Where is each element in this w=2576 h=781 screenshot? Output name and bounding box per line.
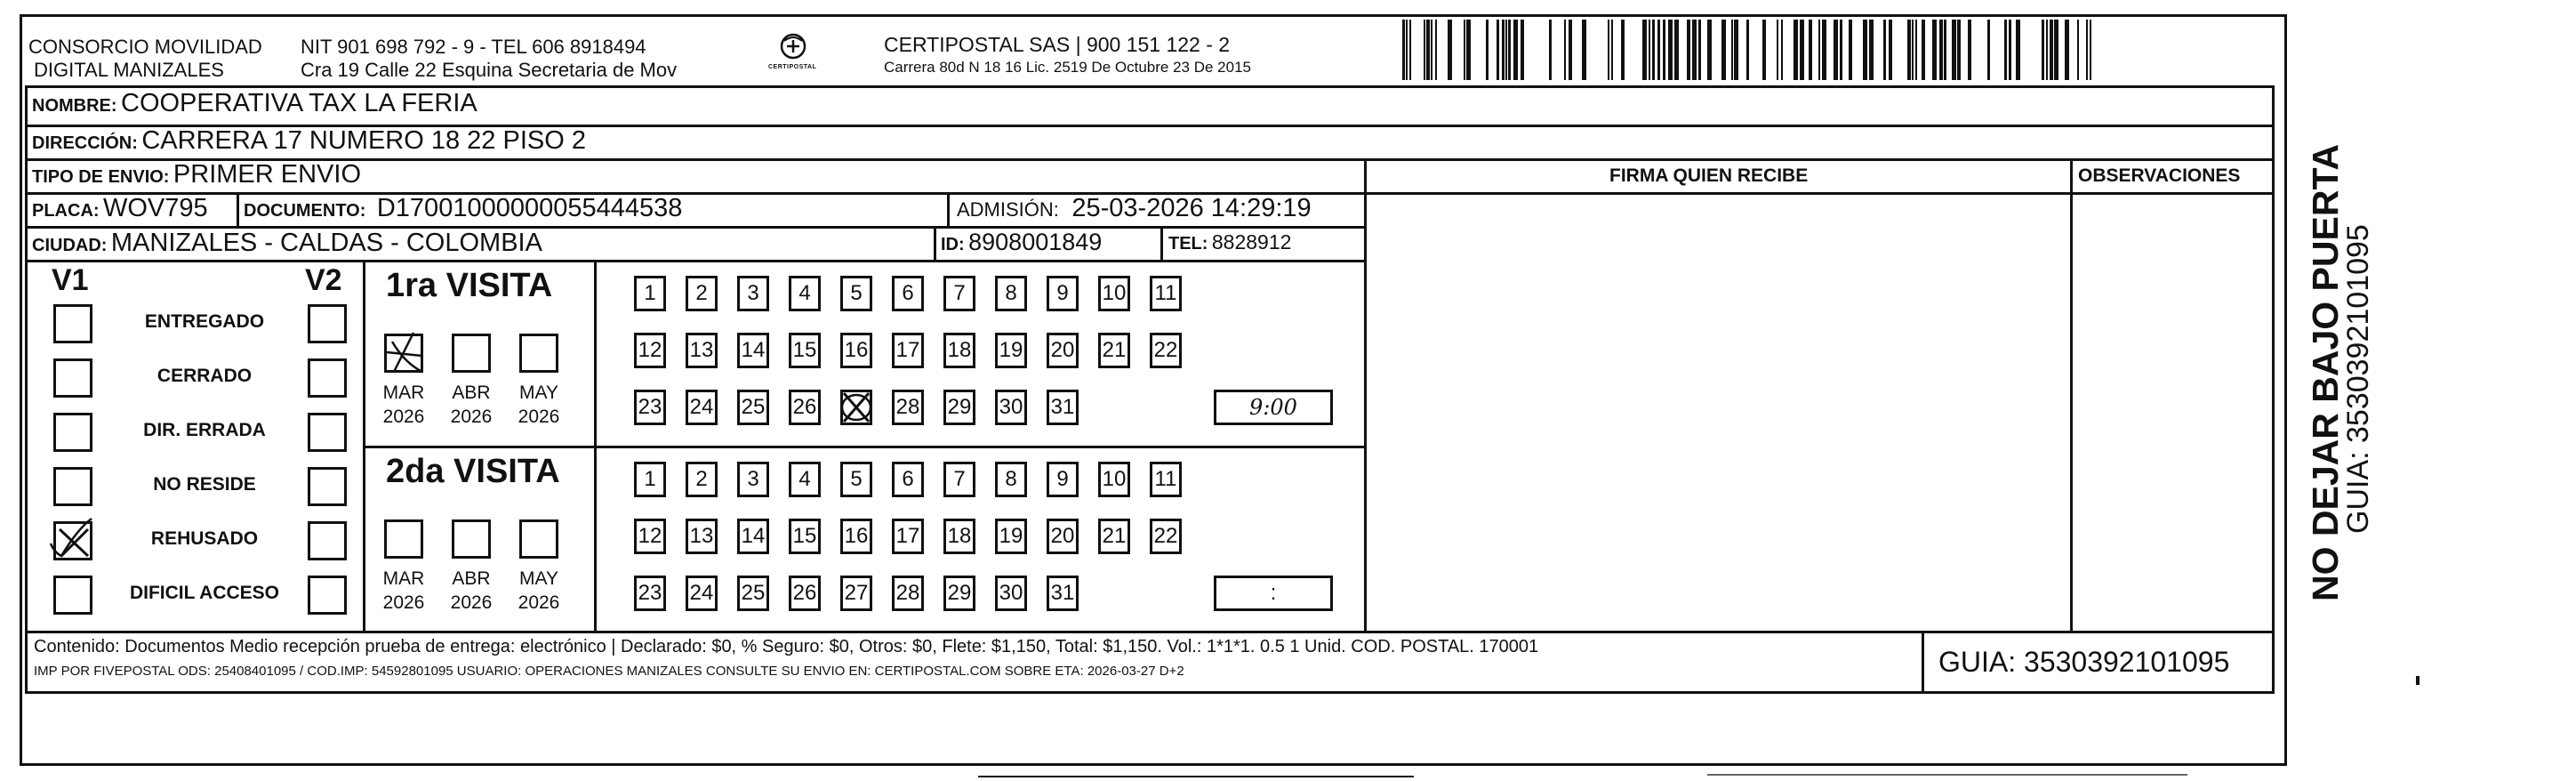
tipo-envio-label: TIPO DE ENVIO: [32,167,170,187]
month-checkbox[interactable] [519,519,558,559]
day-box[interactable]: 6 [892,462,924,497]
day-box[interactable]: 16 [840,519,872,554]
v1-checkbox[interactable] [53,304,92,343]
direccion-row [32,126,586,156]
footer-content-line: Contenido: Documentos Medio recepción prueba de entrega: electrónico | Declarado: $0, % Seguro: $0, Otros: $0, Flete: $1,150, Total: $1,150. Vol.: 1*1*1. 0.5 1 Unid. COD. POSTAL. 170001 [34,637,1539,656]
tel-value: 8828912 [1211,230,1292,254]
day-box[interactable]: 30 [995,390,1027,425]
v2-checkbox[interactable] [308,358,347,398]
day-box[interactable]: 28 [892,576,924,611]
reason-label: NO RESIDE [153,474,256,495]
month-label: ABR 2026 [450,568,493,613]
day-box[interactable]: 8 [995,276,1027,311]
month-checkbox[interactable] [384,519,423,559]
ciudad-value: MANIZALES - CALDAS - COLOMBIA [110,229,542,257]
day-box[interactable]: 5 [840,276,872,311]
day-box[interactable]: 7 [943,462,975,497]
month-checkbox[interactable] [452,334,491,373]
month-label: MAR 2026 [382,382,425,427]
day-box[interactable]: 21 [1098,519,1130,554]
day-box[interactable]: 6 [892,276,924,311]
placa-field [32,194,208,223]
day-box[interactable]: 16 [840,333,872,368]
nit-line: NIT 901 698 792 - 9 - TEL 606 8918494 [301,36,646,58]
vertical-guia: GUIA: 3530392101095 [2341,224,2375,534]
day-box[interactable]: 21 [1098,333,1130,368]
day-box[interactable]: 22 [1150,333,1182,368]
day-box[interactable]: 26 [789,576,821,611]
company-line-1: CONSORCIO MOVILIDAD [28,36,262,58]
month-label: MAY 2026 [518,382,560,427]
v2-header: V2 [305,263,342,297]
day-box[interactable]: 10 [1098,276,1130,311]
day-box[interactable]: 1 [634,462,666,497]
id-field [941,229,1102,256]
month-label: MAY 2026 [518,568,560,613]
day-box[interactable]: 8 [995,462,1027,497]
bottom-rule [978,776,1414,777]
day-box[interactable]: 9 [1047,462,1079,497]
month-label: ABR 2026 [450,382,493,427]
day-box[interactable]: 3 [737,462,769,497]
cross-mark-icon [840,390,872,425]
day-box[interactable]: 28 [892,390,924,425]
day-box[interactable]: 22 [1150,519,1182,554]
day-box[interactable]: 5 [840,462,872,497]
admision-value: 25-03-2026 14:29:19 [1071,194,1312,222]
day-box[interactable]: 17 [892,519,924,554]
time-box[interactable]: : [1214,576,1333,611]
day-box[interactable]: 13 [686,519,718,554]
reason-label: DIFICIL ACCESO [129,583,279,603]
day-box[interactable]: 31 [1047,390,1079,425]
day-box[interactable]: 12 [634,333,666,368]
tipo-envio-row [32,160,361,189]
day-box[interactable]: 15 [789,519,821,554]
v1-checkbox[interactable] [53,467,92,506]
month-checkbox[interactable] [384,334,423,373]
documento-field [244,194,682,223]
month-checkbox[interactable] [519,334,558,373]
direccion-value: CARRERA 17 NUMERO 18 22 PISO 2 [141,126,586,155]
visit-title: 2da VISITA [386,453,560,490]
day-box[interactable]: 1 [634,276,666,311]
day-box[interactable]: 2 [686,462,718,497]
day-box[interactable]: 14 [737,333,769,368]
day-box[interactable]: 19 [995,333,1027,368]
day-box[interactable]: 23 [634,576,666,611]
tel-label: TEL: [1168,234,1208,254]
day-box[interactable]: 24 [686,576,718,611]
day-box[interactable]: 20 [1047,519,1079,554]
day-box[interactable]: 4 [789,276,821,311]
day-box[interactable]: 19 [995,519,1027,554]
certi-line-2: Carrera 80d N 18 16 Lic. 2519 De Octubre 23 De 2015 [884,59,1251,76]
hand-mark-icon [387,336,426,375]
id-value: 8908001849 [968,229,1103,255]
v2-checkbox[interactable] [308,521,347,560]
v2-checkbox[interactable] [308,467,347,506]
visit-title: 1ra VISITA [386,267,553,304]
day-box[interactable]: 7 [943,276,975,311]
bottom-rule-2 [1707,774,2187,776]
placa-label: PLACA: [32,201,100,221]
v1-header: V1 [52,263,89,297]
scan-dot [2416,676,2420,685]
day-box[interactable]: 14 [737,519,769,554]
v1-checkbox[interactable] [53,576,92,615]
day-box[interactable]: 30 [995,576,1027,611]
day-box[interactable]: 23 [634,390,666,425]
day-box[interactable]: 26 [789,390,821,425]
firma-header: FIRMA QUIEN RECIBE [1609,165,1809,186]
vertical-title: NO DEJAR BAJO PUERTA [2305,143,2346,601]
day-box[interactable]: 12 [634,519,666,554]
check-mark-icon [56,524,95,563]
nombre-label: NOMBRE: [32,96,117,116]
certi-line-1: CERTIPOSTAL SAS | 900 151 122 - 2 [884,33,1231,56]
time-box[interactable]: 9:00 [1214,390,1333,425]
v1-checkbox[interactable] [53,521,92,560]
ciudad-label: CIUDAD: [32,236,108,255]
day-box[interactable]: 29 [943,576,975,611]
v1-checkbox[interactable] [53,358,92,398]
day-box[interactable]: 29 [943,390,975,425]
day-box[interactable]: 31 [1047,576,1079,611]
day-box[interactable]: 11 [1150,462,1182,497]
placa-value: WOV795 [103,194,208,222]
month-checkbox[interactable] [452,519,491,559]
day-box[interactable]: 18 [943,333,975,368]
direccion-label: DIRECCIÓN: [32,133,138,153]
admision-field [957,194,1312,223]
v2-checkbox[interactable] [308,304,347,343]
day-box[interactable]: 27 [840,576,872,611]
address-line: Cra 19 Calle 22 Esquina Secretaria de Mov [301,59,678,81]
v1-checkbox[interactable] [53,413,92,452]
month-label: MAR 2026 [382,568,425,613]
ciudad-field [32,229,542,258]
day-box[interactable]: 11 [1150,276,1182,311]
observaciones-header: OBSERVACIONES [2078,165,2241,186]
documento-value: D17001000000055444538 [376,194,683,222]
reason-label: DIR. ERRADA [143,420,266,440]
reason-label: REHUSADO [150,528,259,549]
v2-checkbox[interactable] [308,576,347,615]
day-box[interactable]: 20 [1047,333,1079,368]
day-box[interactable]: 24 [686,390,718,425]
day-box[interactable]: 9 [1047,276,1079,311]
day-box[interactable]: 15 [789,333,821,368]
footer-guia: GUIA: 3530392101095 [1938,646,2230,678]
day-box[interactable]: 17 [892,333,924,368]
day-box[interactable]: 3 [737,276,769,311]
nombre-row [32,89,477,118]
tipo-envio-value: PRIMER ENVIO [173,160,362,189]
v2-checkbox[interactable] [308,413,347,452]
day-box[interactable]: 18 [943,519,975,554]
footer-print-line: IMP POR FIVEPOSTAL ODS: 25408401095 / COD.IMP: 54592801095 USUARIO: OPERACIONES MANIZALES CONSULTE SU ENVIO EN: CERTIPOSTAL.COM SOBRE ETA: 2026-03-27 D+2 [34,664,1184,679]
day-box[interactable]: 25 [737,390,769,425]
nombre-value: COOPERATIVA TAX LA FERIA [121,89,477,117]
day-box[interactable]: 10 [1098,462,1130,497]
tel-field [1168,230,1291,254]
day-box[interactable] [840,390,872,425]
company-line-2: DIGITAL MANIZALES [34,59,224,81]
id-label: ID: [941,235,965,254]
day-box[interactable]: 25 [737,576,769,611]
documento-label: DOCUMENTO: [244,201,366,221]
day-box[interactable]: 4 [789,462,821,497]
reason-label: ENTREGADO [144,311,265,332]
logo-caption: CERTIPOSTAL [768,64,817,70]
day-box[interactable]: 13 [686,333,718,368]
reason-label: CERRADO [156,366,253,386]
day-box[interactable]: 2 [686,276,718,311]
admision-label: ADMISIÓN: [957,198,1059,221]
